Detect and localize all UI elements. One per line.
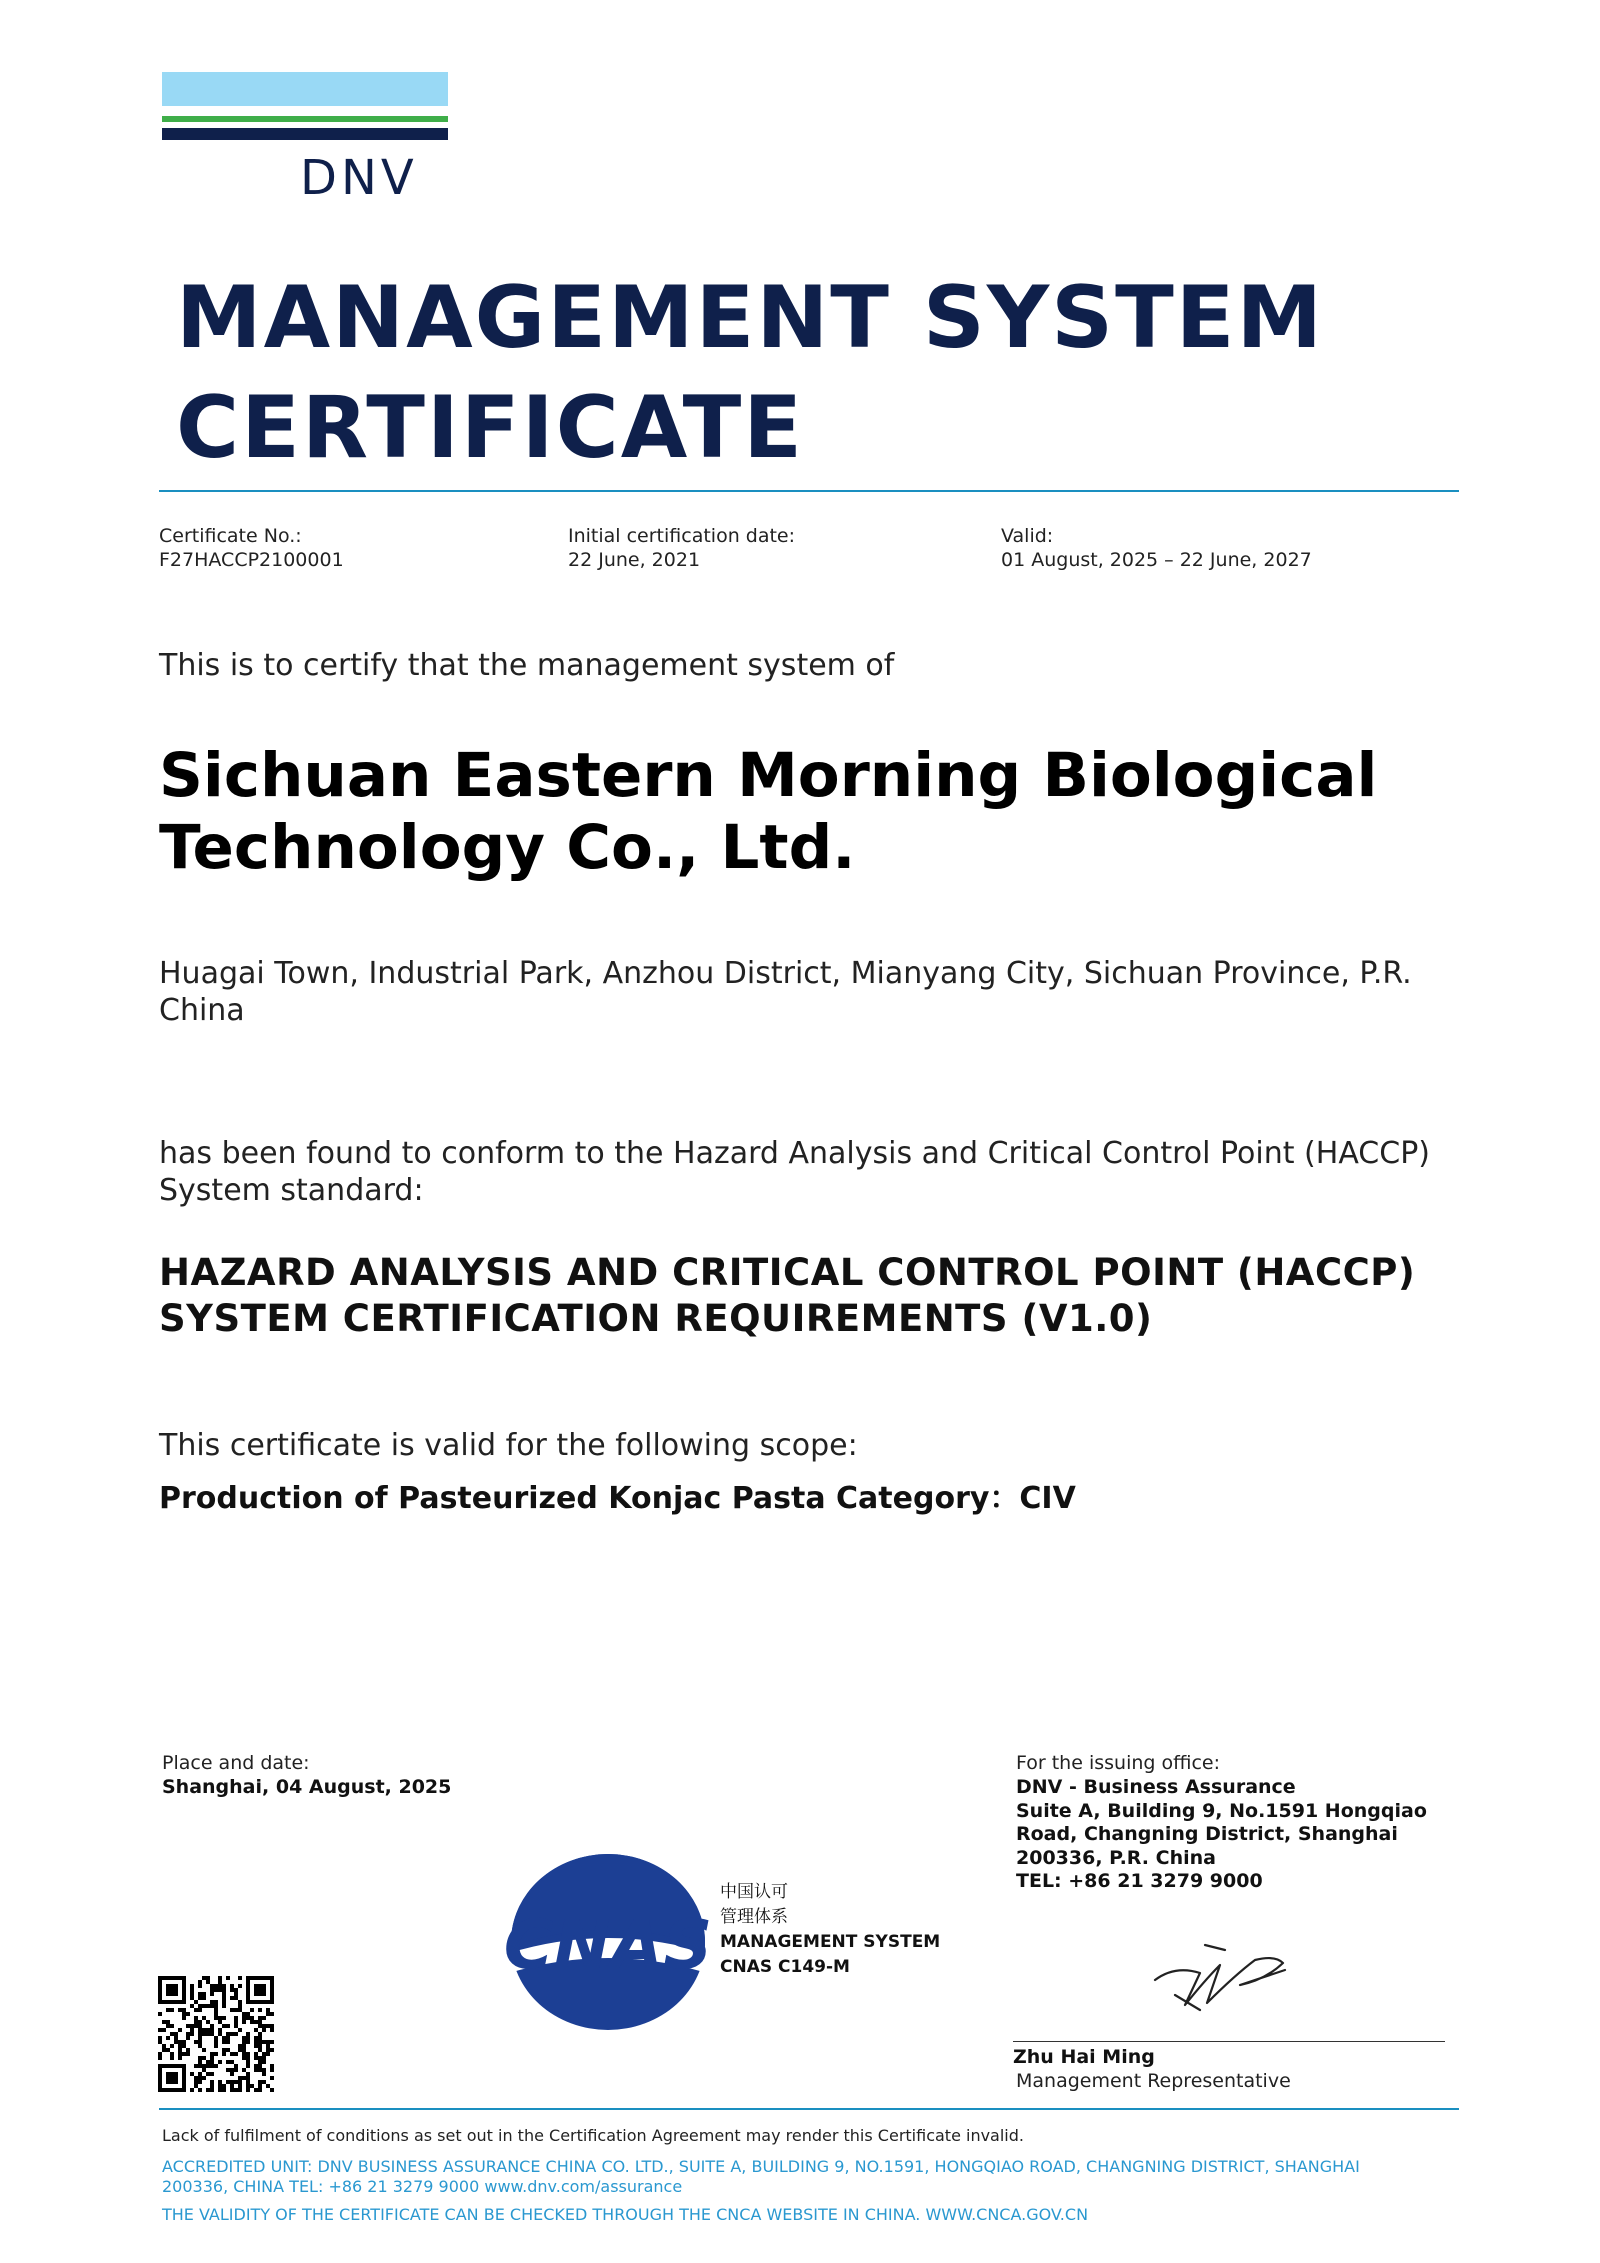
conform-line1: has been found to conform to the Hazard Analysis and Critical Control Point (HACCP) xyxy=(159,1136,1431,1171)
footer-disclaimer: Lack of fulfilment of conditions as set out in the Certification Agreement may render this Certificate invalid. xyxy=(162,2126,1024,2145)
company-name xyxy=(159,740,1459,884)
issuing-office-label: For the issuing office: xyxy=(1016,1752,1221,1774)
initial-date-label: Initial certification date: xyxy=(568,525,796,547)
standard-line2: SYSTEM CERTIFICATION REQUIREMENTS (V1.0) xyxy=(159,1297,1153,1340)
valid-range: 01 August, 2025 – 22 June, 2027 xyxy=(1001,549,1312,571)
issuing-office-address-line2: Road, Changning District, Shanghai xyxy=(1016,1823,1398,1845)
scope-intro: This certificate is valid for the following scope: xyxy=(159,1428,858,1463)
issuing-office-name: DNV - Business Assurance xyxy=(1016,1776,1296,1798)
signature-line xyxy=(1013,2041,1445,2042)
footer-validity: THE VALIDITY OF THE CERTIFICATE CAN BE CHECKED THROUGH THE CNCA WEBSITE IN CHINA. WWW.CNCA.GOV.CN xyxy=(162,2205,1089,2224)
company-name-line1: Sichuan Eastern Morning Biological xyxy=(159,740,1378,811)
footer-accreditation xyxy=(162,2157,1462,2197)
cnas-line2: 管理体系 xyxy=(720,1907,788,1927)
issuing-office-address-line3: 200336, P.R. China xyxy=(1016,1847,1216,1869)
standard-line1: HAZARD ANALYSIS AND CRITICAL CONTROL POINT (HACCP) xyxy=(159,1251,1416,1294)
logo-band-navy xyxy=(162,128,448,140)
cnas-logo-text: CNAS xyxy=(503,1906,713,1985)
conformity-statement xyxy=(159,1135,1459,1209)
cnas-line1: 中国认可 xyxy=(720,1882,788,1902)
scope-text: Production of Pasteurized Konjac Pasta Category：CIV xyxy=(159,1481,1076,1516)
certify-intro: This is to certify that the management system of xyxy=(159,648,895,683)
address-line2: China xyxy=(159,993,245,1028)
signatory-name: Zhu Hai Ming xyxy=(1013,2046,1155,2068)
issuing-office-address-line1: Suite A, Building 9, No.1591 Hongqiao xyxy=(1016,1800,1427,1822)
footer-accreditation-line2: 200336, CHINA TEL: +86 21 3279 9000 www.dnv.com/assurance xyxy=(162,2177,683,2196)
valid-label: Valid: xyxy=(1001,525,1054,547)
footer-divider xyxy=(159,2108,1459,2110)
company-name-line2: Technology Co., Ltd. xyxy=(159,812,856,883)
qr-code-icon xyxy=(158,1976,274,2092)
certificate-title-line1: MANAGEMENT SYSTEM xyxy=(176,268,1325,368)
place-date-value: Shanghai, 04 August, 2025 xyxy=(162,1776,452,1798)
company-address xyxy=(159,955,1459,1029)
standard-name xyxy=(159,1250,1459,1342)
title-divider xyxy=(159,490,1459,492)
signature-icon xyxy=(1145,1925,1295,2025)
issuing-office-tel: TEL: +86 21 3279 9000 xyxy=(1016,1870,1263,1892)
logo-text: DNV xyxy=(300,150,418,206)
conform-line2: System standard: xyxy=(159,1173,424,1208)
cnas-logo xyxy=(498,1850,718,2035)
qr-code[interactable] xyxy=(158,1976,274,2092)
cnas-line4: CNAS C149-M xyxy=(720,1957,850,1977)
signature xyxy=(1145,1925,1295,2025)
place-date-label: Place and date: xyxy=(162,1752,310,1774)
signatory-role: Management Representative xyxy=(1016,2070,1291,2092)
cnas-line3: MANAGEMENT SYSTEM xyxy=(720,1932,941,1952)
certificate-no-label: Certificate No.: xyxy=(159,525,302,547)
cnas-emblem-icon xyxy=(498,1850,718,2035)
logo-band-light-blue xyxy=(162,72,448,106)
certificate-no: F27HACCP2100001 xyxy=(159,549,344,571)
certificate-title-line2: CERTIFICATE xyxy=(176,378,805,478)
address-line1: Huagai Town, Industrial Park, Anzhou District, Mianyang City, Sichuan Province, P.R. xyxy=(159,956,1412,991)
initial-date: 22 June, 2021 xyxy=(568,549,701,571)
footer-accreditation-line1: ACCREDITED UNIT: DNV BUSINESS ASSURANCE CHINA CO. LTD., SUITE A, BUILDING 9, NO.1591, HONGQIAO ROAD, CHANGNING DISTRICT, SHANGHAI xyxy=(162,2157,1360,2176)
logo-band-green xyxy=(162,116,448,122)
